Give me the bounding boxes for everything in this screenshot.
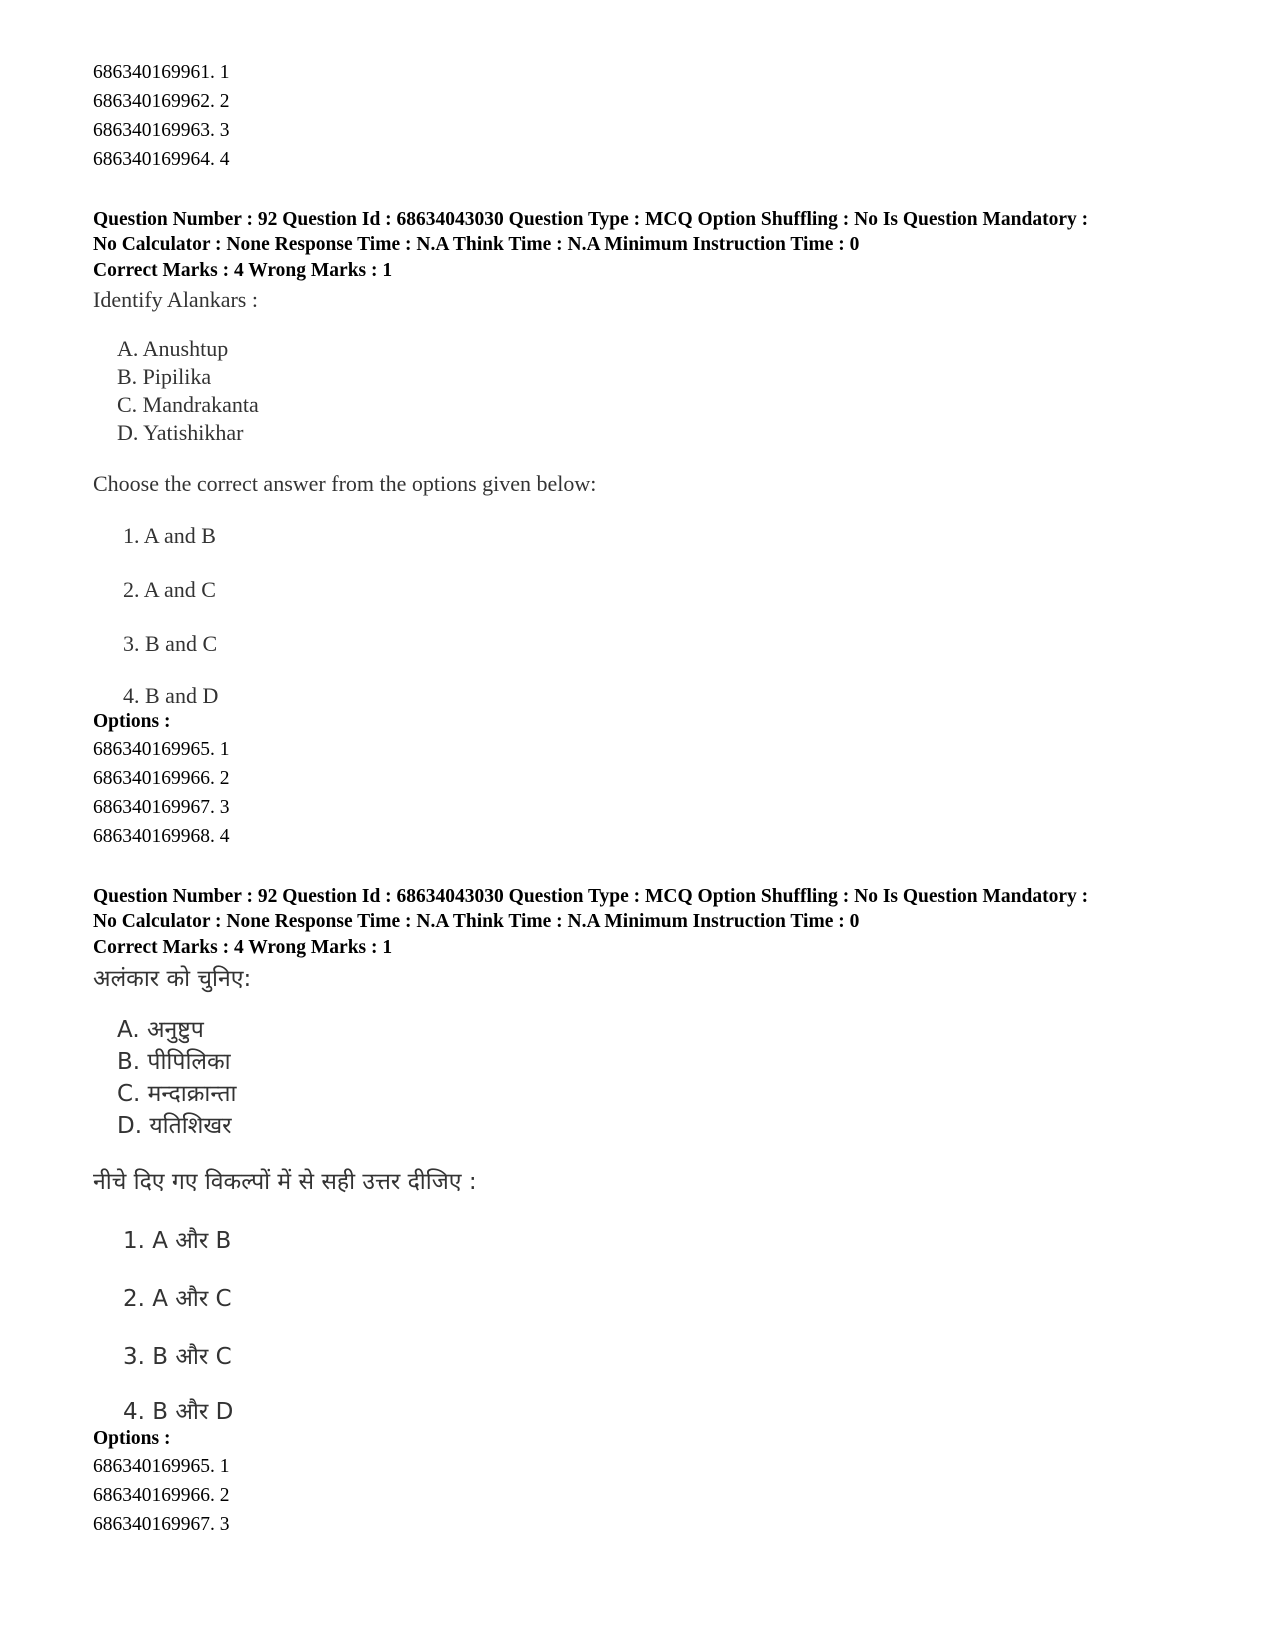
option-line: 686340169966. 2 <box>93 768 230 789</box>
document-page <box>93 58 1213 1539</box>
answer-item: 3. B and C <box>123 631 218 656</box>
choose-instruction: नीचे दिए गए विकल्पों में से सही उत्तर दीजिए : <box>93 1169 477 1195</box>
statement-item: A. Anushtup <box>117 336 229 361</box>
question-content <box>93 962 1213 1426</box>
answer-item: 1. A and B <box>123 523 216 548</box>
previous-question-options <box>93 58 1213 174</box>
question-block-hindi <box>93 885 1213 1539</box>
question-marks: Correct Marks : 4 Wrong Marks : 1 <box>93 937 393 958</box>
question-text: अलंकार को चुनिए: <box>93 966 252 992</box>
question-meta-line-1: Question Number : 92 Question Id : 68634043030 Question Type : MCQ Option Shuffling : No Is Question Mandatory : <box>93 209 1089 230</box>
option-line: 686340169965. 1 <box>93 1456 230 1477</box>
answer-list <box>123 521 1213 709</box>
statement-list <box>117 1014 1213 1142</box>
question-meta-line-1: Question Number : 92 Question Id : 68634043030 Question Type : MCQ Option Shuffling : No Is Question Mandatory : <box>93 886 1089 907</box>
statement-item: A. अनुष्टुप <box>117 1017 204 1043</box>
option-line: 686340169964. 4 <box>93 149 230 170</box>
option-line: 686340169966. 2 <box>93 1485 230 1506</box>
option-line: 686340169963. 3 <box>93 120 230 141</box>
statement-item: B. पीपिलिका <box>117 1049 231 1075</box>
answer-item: 4. B और D <box>123 1399 234 1425</box>
option-line: 686340169961. 1 <box>93 62 230 83</box>
choose-instruction: Choose the correct answer from the options given below: <box>93 471 597 496</box>
question-marks: Correct Marks : 4 Wrong Marks : 1 <box>93 260 393 281</box>
statement-item: B. Pipilika <box>117 364 212 389</box>
answer-item: 2. A and C <box>123 577 216 602</box>
option-line: 686340169967. 3 <box>93 797 230 818</box>
answer-item: 2. A और C <box>123 1286 232 1312</box>
question-block-english <box>93 208 1213 851</box>
question-content <box>93 285 1213 709</box>
question-text: Identify Alankars : <box>93 287 258 312</box>
option-line: 686340169962. 2 <box>93 91 230 112</box>
option-line: 686340169968. 4 <box>93 826 230 847</box>
answer-item: 4. B and D <box>123 683 219 708</box>
answer-item: 3. B और C <box>123 1344 232 1370</box>
answer-item: 1. A और B <box>123 1228 232 1254</box>
statement-item: C. मन्दाक्रान्ता <box>117 1081 237 1107</box>
question-meta-line-2: No Calculator : None Response Time : N.A Think Time : N.A Minimum Instruction Time : 0 <box>93 233 860 255</box>
option-line: 686340169965. 1 <box>93 739 230 760</box>
statement-item: C. Mandrakanta <box>117 392 259 417</box>
statement-item: D. यतिशिखर <box>117 1113 232 1139</box>
question-meta-line-2: No Calculator : None Response Time : N.A Think Time : N.A Minimum Instruction Time : 0 <box>93 910 860 932</box>
statement-list <box>117 335 1213 447</box>
options-label: Options : <box>93 1428 171 1449</box>
statement-item: D. Yatishikhar <box>117 420 244 445</box>
answer-list <box>123 1224 1213 1426</box>
option-line: 686340169967. 3 <box>93 1514 230 1535</box>
options-label: Options : <box>93 711 171 732</box>
